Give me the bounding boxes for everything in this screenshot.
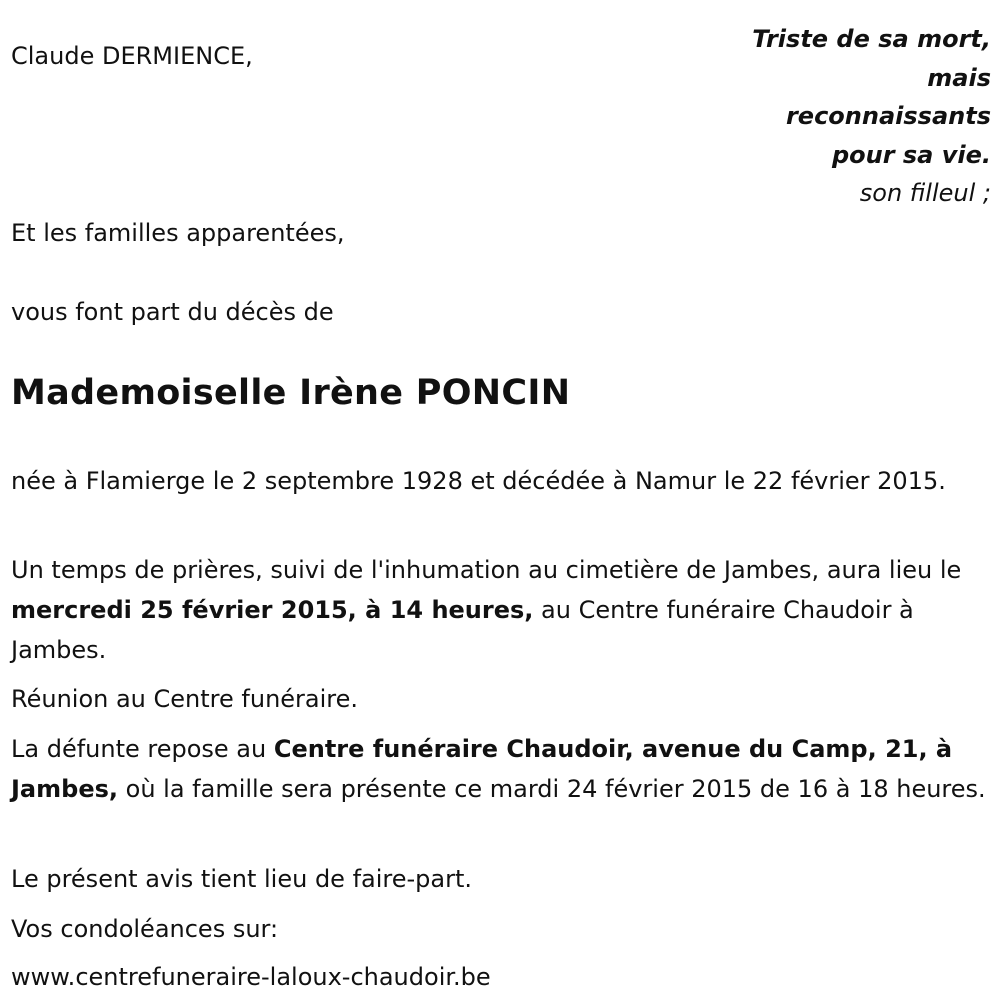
memorial-quote	[752, 20, 991, 213]
repose-paragraph	[11, 729, 989, 809]
repose-location: Centre funéraire Chaudoir, avenue du Camp, 21, à Jambes,	[11, 735, 953, 803]
website-link[interactable]: www.centrefuneraire-laloux-chaudoir.be	[11, 963, 491, 991]
quote-signature: son filleul ;	[859, 179, 991, 207]
quote-line-4: pour sa vie.	[831, 140, 991, 169]
repose-text-pre: La défunte repose au	[11, 735, 274, 763]
birth-death-paragraph: née à Flamierge le 2 septembre 1928 et décédée à Namur le 22 février 2015.	[11, 467, 946, 495]
quote-line-3: reconnaissants	[785, 102, 991, 130]
sender-name: Claude DERMIENCE,	[11, 42, 253, 70]
quote-line-1: Triste de sa mort,	[752, 25, 991, 53]
deceased-name: Mademoiselle Irène PONCIN	[11, 373, 571, 413]
reunion-line: Réunion au Centre funéraire.	[11, 685, 359, 713]
families-line: Et les familles apparentées,	[11, 219, 345, 247]
quote-line-2: mais	[927, 63, 991, 92]
repose-text-post: où la famille sera présente ce mardi 24 février 2015 de 16 à 18 heures.	[118, 775, 986, 803]
ceremony-text-pre: Un temps de prières, suivi de l'inhumation au cimetière de Jambes, aura lieu le	[11, 556, 962, 584]
ceremony-text-post: au Centre funéraire Chaudoir à Jambes.	[11, 596, 914, 664]
ceremony-date: mercredi 25 février 2015, à 14 heures,	[11, 596, 534, 624]
ceremony-paragraph	[11, 550, 989, 670]
announce-line: vous font part du décès de	[11, 298, 334, 326]
notice-line: Le présent avis tient lieu de faire-part.	[11, 865, 473, 893]
condolences-label: Vos condoléances sur:	[11, 915, 279, 943]
